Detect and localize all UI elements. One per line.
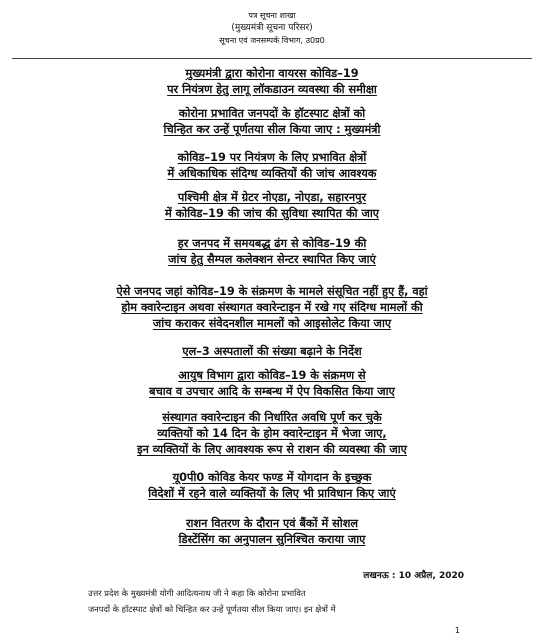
header-org: पत्र सूचना शाखा xyxy=(248,11,296,20)
headline-line: चिन्हित कर उन्हें पूर्णतया सील किया जाए : मुख्यमंत्री xyxy=(163,123,381,136)
header-unit: (मुख्यमंत्री सूचना परिसर) xyxy=(231,23,313,33)
headline-5 xyxy=(0,236,544,268)
dateline: लखनऊ : 10 अप्रैल, 2020 xyxy=(363,571,464,581)
headline-line: डिस्टेंसिंग का अनुपालन सुनिश्चित कराया जाए xyxy=(178,533,366,546)
headline-line: पर नियंत्रण हेतु लागू लॉकडाउन व्यवस्था की समीक्षा xyxy=(167,83,377,96)
headline-line: में अधिकाधिक संदिग्ध व्यक्तियों की जांच आवश्यक xyxy=(167,167,377,180)
body-line: उत्तर प्रदेश के मुख्यमंत्री योगी आदित्यनाथ जी ने कहा कि कोरोना प्रभावित xyxy=(88,588,306,598)
headline-line: आयुष विभाग द्वारा कोविड–19 के संक्रमण से xyxy=(178,369,366,382)
page-number: 1 xyxy=(454,626,460,635)
headline-line: बचाव व उपचार आदि के सम्बन्ध में ऐप विकसित किया जाए xyxy=(149,385,395,398)
body-paragraph xyxy=(88,585,474,617)
headline-3 xyxy=(0,150,544,182)
body-line: जनपदों के हॉटस्पाट क्षेत्रों को चिन्हित कर उन्हें पूर्णतया सील किया जाए। इन क्षेत्रों में xyxy=(88,604,336,614)
headline-4 xyxy=(0,190,544,222)
header-divider xyxy=(12,58,532,59)
headline-line: यू0पी0 कोविड केयर फण्ड में योगदान के इच्छुक xyxy=(172,471,372,484)
headline-8 xyxy=(0,368,544,400)
header-dept: सूचना एवं जनसम्पर्क विभाग, उ0प्र0 xyxy=(219,36,325,45)
headline-line: पश्चिमी क्षेत्र में ग्रेटर नोएडा, नोएडा, सहारनपुर xyxy=(177,191,367,204)
headline-11 xyxy=(0,516,544,548)
headline-1 xyxy=(0,66,544,98)
press-header xyxy=(0,10,544,47)
headline-6 xyxy=(0,284,544,332)
headline-line: जांच हेतु सैम्पल कलेक्शन सेन्टर स्थापित किए जाएं xyxy=(168,253,376,266)
headline-line: विदेशों में रहने वाले व्यक्तियों के लिए भी प्राविधान किए जाएं xyxy=(148,487,396,500)
headline-line: राशन वितरण के दौरान एवं बैंकों में सोशल xyxy=(185,517,359,530)
headline-line: एल–3 अस्पतालों की संख्या बढ़ाने के निर्देश xyxy=(182,345,362,358)
headline-line: कोविड–19 पर नियंत्रण के लिए प्रभावित क्षेत्रों xyxy=(177,151,367,164)
headline-line: कोरोना प्रभावित जनपदों के हॉटस्पाट क्षेत्रों को xyxy=(178,107,366,120)
headline-10 xyxy=(0,470,544,502)
headline-7 xyxy=(0,344,544,360)
headline-line: व्यक्तियों को 14 दिन के होम क्वारेन्टाइन में भेजा जाए, xyxy=(157,427,387,440)
headline-line: मुख्यमंत्री द्वारा कोरोना वायरस कोविड–19 xyxy=(185,67,359,80)
headline-line: इन व्यक्तियों के लिए आवश्यक रूप से राशन की व्यवस्था की जाए xyxy=(137,443,407,456)
headline-line: ऐसे जनपद जहां कोविड–19 के संक्रमण के मामले संसूचित नहीं हुए हैं, वहां xyxy=(116,285,428,298)
headline-line: हर जनपद में समयबद्ध ढंग से कोविड–19 की xyxy=(177,237,367,250)
headline-line: जांच कराकर संवेदनशील मामलों को आइसोलेट किया जाए xyxy=(152,317,392,330)
headline-9 xyxy=(0,410,544,458)
headline-line: संस्थागत क्वारेन्टाइन की निर्धारित अवधि पूर्ण कर चुके xyxy=(162,411,382,424)
headline-line: होम क्वारेन्टाइन अथवा संस्थागत क्वारेन्टाइन में रखे गए संदिग्ध मामलों की xyxy=(121,301,423,314)
headline-line: में कोविड–19 की जांच की सुविधा स्थापित की जाए xyxy=(164,207,380,220)
headline-2 xyxy=(0,106,544,138)
